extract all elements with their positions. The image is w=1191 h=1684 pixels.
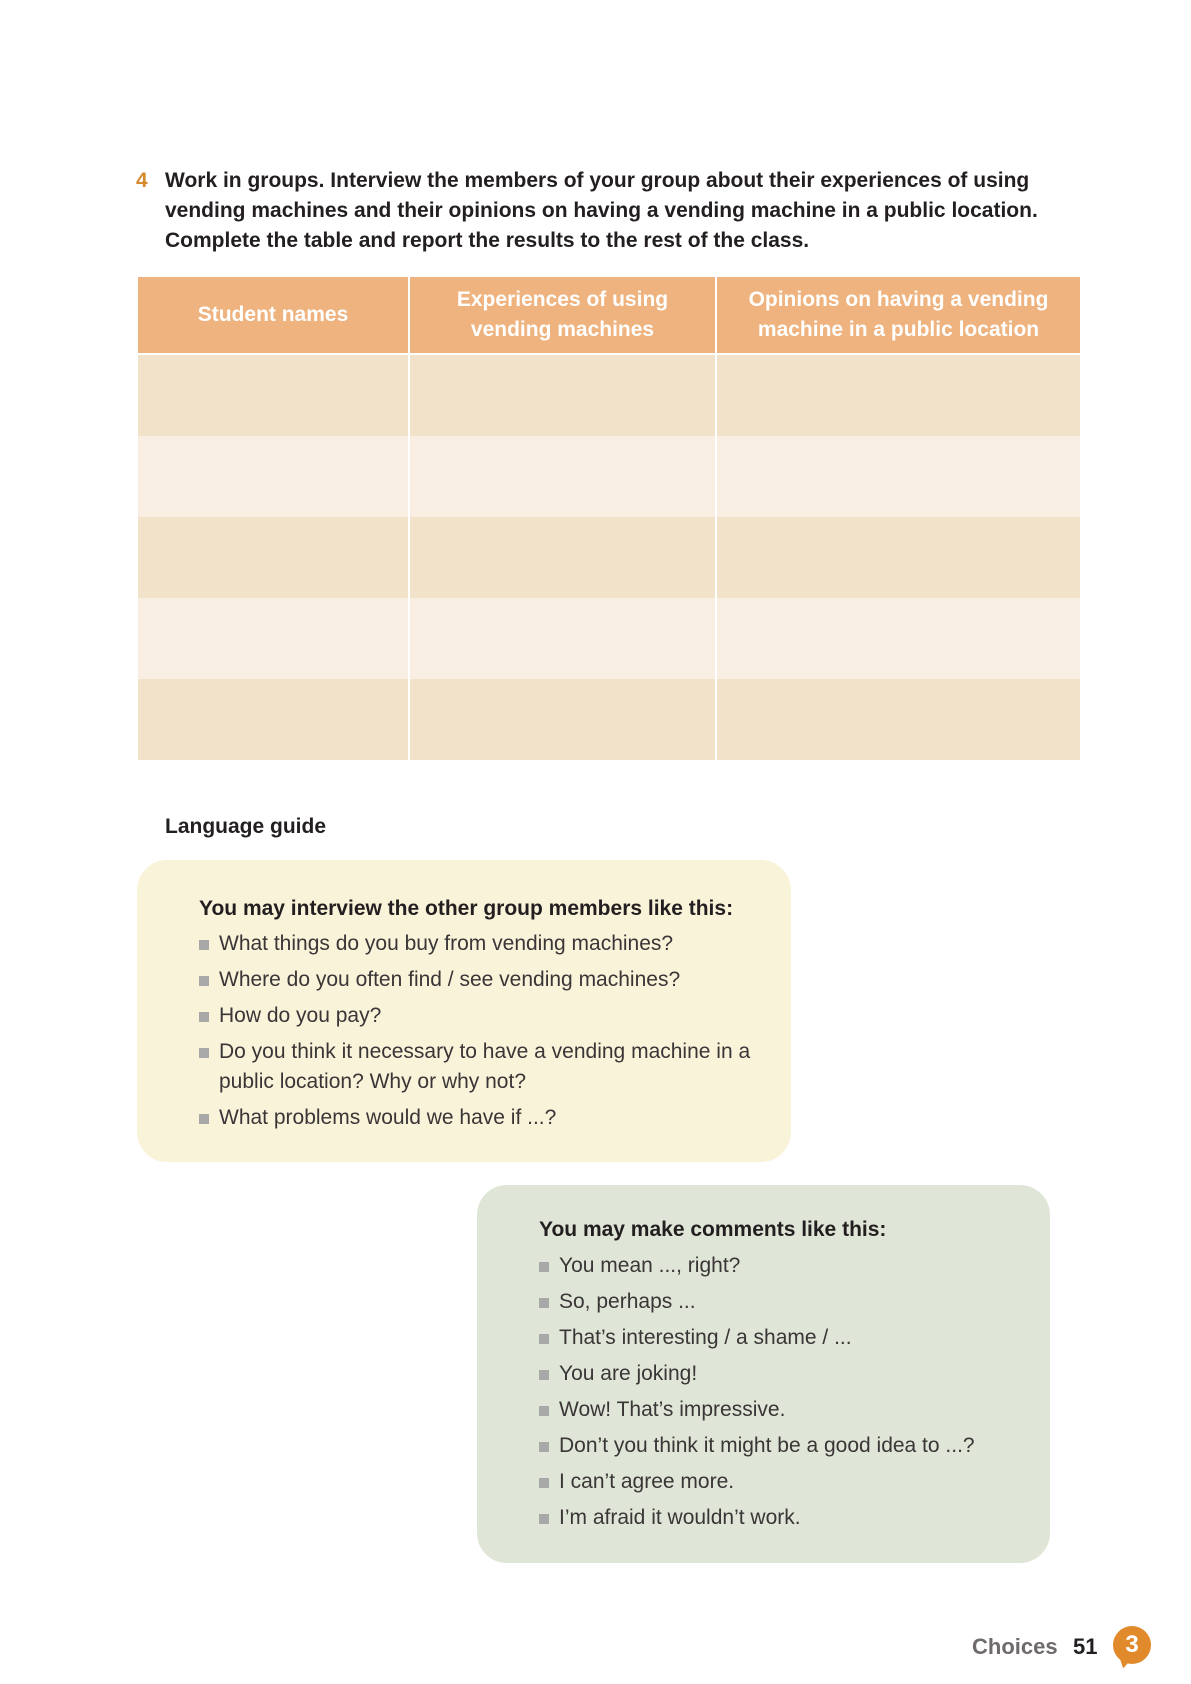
table-cell[interactable] [138, 436, 409, 517]
header-student-names: Student names [138, 277, 409, 354]
table-header-row [138, 277, 1080, 354]
table-cell[interactable] [409, 679, 716, 760]
square-bullet-icon [539, 1334, 549, 1344]
comments-box [477, 1185, 1050, 1563]
interview-box-heading: You may interview the other group members like this: [199, 897, 734, 920]
interview-questions-list [199, 929, 759, 1139]
table-cell[interactable] [138, 679, 409, 760]
list-item [539, 1503, 1039, 1533]
table-cell[interactable] [716, 354, 1080, 436]
task-instruction: Work in groups. Interview the members of your group about their experiences of using vending machines and their opinions on having a vending machine in a public location. Complete the table and report the results to the rest of the class. [165, 169, 1038, 252]
square-bullet-icon [539, 1262, 549, 1272]
table-cell[interactable] [138, 354, 409, 436]
list-item-text: Do you think it necessary to have a vending machine in a public location? Why or why not? [219, 1040, 751, 1093]
table-row [138, 354, 1080, 436]
list-item-text: Don’t you think it might be a good idea to ...? [559, 1434, 975, 1457]
table-cell[interactable] [409, 436, 716, 517]
header-opinions: Opinions on having a vending machine in a public location [716, 277, 1080, 354]
unit-badge: 3 [1113, 1626, 1151, 1664]
square-bullet-icon [539, 1406, 549, 1416]
list-item-text: I’m afraid it wouldn’t work. [559, 1506, 801, 1529]
square-bullet-icon [539, 1442, 549, 1452]
square-bullet-icon [199, 1012, 209, 1022]
list-item [539, 1467, 1039, 1497]
list-item [539, 1359, 1039, 1389]
table-row [138, 679, 1080, 760]
square-bullet-icon [199, 940, 209, 950]
header-experiences: Experiences of using vending machines [409, 277, 716, 354]
list-item [199, 1001, 759, 1031]
table-cell[interactable] [409, 354, 716, 436]
list-item-text: Where do you often find / see vending machines? [219, 968, 681, 991]
page-number: 51 [1073, 1634, 1098, 1659]
list-item [539, 1395, 1039, 1425]
table-cell[interactable] [138, 517, 409, 598]
list-item [199, 1037, 759, 1097]
list-item [539, 1287, 1039, 1317]
list-item-text: What things do you buy from vending machines? [219, 932, 674, 955]
table-row [138, 436, 1080, 517]
comments-box-heading: You may make comments like this: [539, 1218, 887, 1241]
table-row [138, 517, 1080, 598]
square-bullet-icon [199, 1114, 209, 1124]
square-bullet-icon [199, 1048, 209, 1058]
table-cell[interactable] [716, 436, 1080, 517]
list-item [199, 929, 759, 959]
interview-table [138, 277, 1080, 760]
table-row [138, 598, 1080, 679]
footer-section-label: Choices [972, 1634, 1058, 1659]
language-guide-title: Language guide [165, 815, 327, 838]
list-item [199, 1103, 759, 1133]
table-cell[interactable] [409, 517, 716, 598]
task-number: 4 [136, 169, 148, 192]
list-item-text: You are joking! [559, 1362, 698, 1385]
table-cell[interactable] [409, 598, 716, 679]
list-item-text: I can’t agree more. [559, 1470, 735, 1493]
list-item-text: How do you pay? [219, 1004, 382, 1027]
square-bullet-icon [199, 976, 209, 986]
comments-list [539, 1251, 1039, 1539]
square-bullet-icon [539, 1478, 549, 1488]
list-item [539, 1251, 1039, 1281]
table-cell[interactable] [716, 679, 1080, 760]
table-cell[interactable] [138, 598, 409, 679]
list-item-text: So, perhaps ... [559, 1290, 696, 1313]
list-item-text: Wow! That’s impressive. [559, 1398, 786, 1421]
list-item [199, 965, 759, 995]
list-item-text: You mean ..., right? [559, 1254, 741, 1277]
square-bullet-icon [539, 1514, 549, 1524]
square-bullet-icon [539, 1298, 549, 1308]
table-cell[interactable] [716, 598, 1080, 679]
list-item [539, 1431, 1039, 1461]
interview-questions-box [137, 860, 791, 1162]
list-item-text: That’s interesting / a shame / ... [559, 1326, 852, 1349]
square-bullet-icon [539, 1370, 549, 1380]
table-cell[interactable] [716, 517, 1080, 598]
list-item-text: What problems would we have if ...? [219, 1106, 557, 1129]
list-item [539, 1323, 1039, 1353]
